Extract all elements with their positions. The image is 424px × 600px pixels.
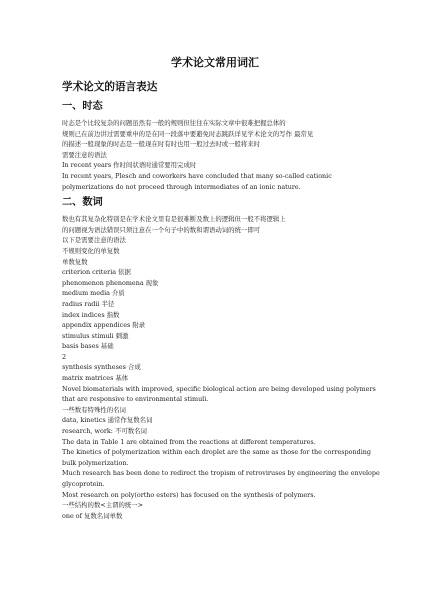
- text-line: 数也有其复杂化特别是在学术论文里有是很难断及数上的逻辑但一般不将逻辑上: [62, 215, 286, 224]
- text-line: 需要注意的语法: [62, 150, 107, 159]
- text-line: 规则已在前边讲过需要重申的是在同一段落中要避免时态跳跃详见学术论文的写作 最常见: [62, 129, 314, 138]
- document-title: 学术论文常用词汇: [171, 56, 259, 69]
- document-subtitle: 学术论文的语言表达: [62, 81, 158, 93]
- text-line: polymerizations do not proceed through intermediates of an ionic nature.: [62, 182, 301, 191]
- text-line: appendix appendices 附录: [62, 321, 146, 330]
- text-line: In recent years, Plesch and coworkers have concluded that many so-called cationic: [62, 171, 332, 180]
- section-body-numerals: [62, 214, 380, 521]
- section-body-tense: [62, 118, 368, 192]
- text-line: phenomenon phenomena 现象: [62, 278, 159, 287]
- text-line: Novel biomaterials with improved, specific biological action are being developed using polymers: [62, 384, 376, 393]
- text-line: 时态是个比较复杂的问题虽然有一般的规则但往往在实际文章中很难把握总体的: [62, 119, 286, 127]
- text-line: criterion criteria 依据: [62, 268, 131, 277]
- text-line: In recent years 作时间状语时通常要用完成时: [62, 161, 197, 170]
- text-line: radius radii 半径: [62, 299, 115, 308]
- text-line: 以下是需要注意的语法: [62, 236, 126, 245]
- text-line: matrix matrices 基体: [62, 374, 129, 383]
- text-line: Much research has been done to redirect the tropism of retroviruses by engineering the envelope: [62, 469, 380, 478]
- text-line: 的问题视为语法错误只须注意在一个句子中的数和谓语动词的统一即可: [62, 225, 261, 234]
- text-line: data, kinetics 通常作复数名词: [62, 416, 153, 425]
- text-line: basis bases 基础: [62, 342, 114, 351]
- text-line: stimulus stimuli 刺激: [62, 331, 129, 340]
- text-line: 一些数有特殊性的名词: [62, 405, 126, 414]
- text-line: 单数复数: [62, 257, 88, 266]
- text-line: medium media 介质: [62, 289, 125, 298]
- text-line: The kinetics of polymerization within each droplet are the same as those for the corresponding: [62, 448, 371, 457]
- text-line: The data in Table 1 are obtained from the reactions at different temperatures.: [62, 437, 316, 446]
- section-heading-numerals: 二、数词: [62, 197, 103, 209]
- text-line: 不规则变化的单复数: [62, 246, 120, 255]
- text-line: research, work: 不可数名词: [62, 427, 147, 436]
- text-line: index indices 指数: [62, 310, 120, 319]
- text-line: bulk polymerization.: [62, 458, 129, 467]
- section-numerals: [62, 196, 380, 521]
- text-line: glycoprotein.: [62, 480, 105, 488]
- text-line: that are responsive to environmental stimuli.: [62, 395, 209, 404]
- text-line: synthesis syntheses 合成: [62, 363, 141, 372]
- text-line: 一些结构的数<主谓的统一>: [62, 501, 144, 510]
- text-line: Most research on poly(ortho esters) has focused on the synthesis of polymers.: [62, 490, 316, 499]
- text-line: 的描述一般现象的时态是一般现在时有时也用一般过去时或一般将来时: [62, 140, 261, 149]
- section-tense: [62, 100, 368, 192]
- page-number: 2: [62, 352, 67, 361]
- section-heading-tense: 一、时态: [62, 101, 103, 112]
- text-line: one of 复数名词单数: [62, 511, 123, 520]
